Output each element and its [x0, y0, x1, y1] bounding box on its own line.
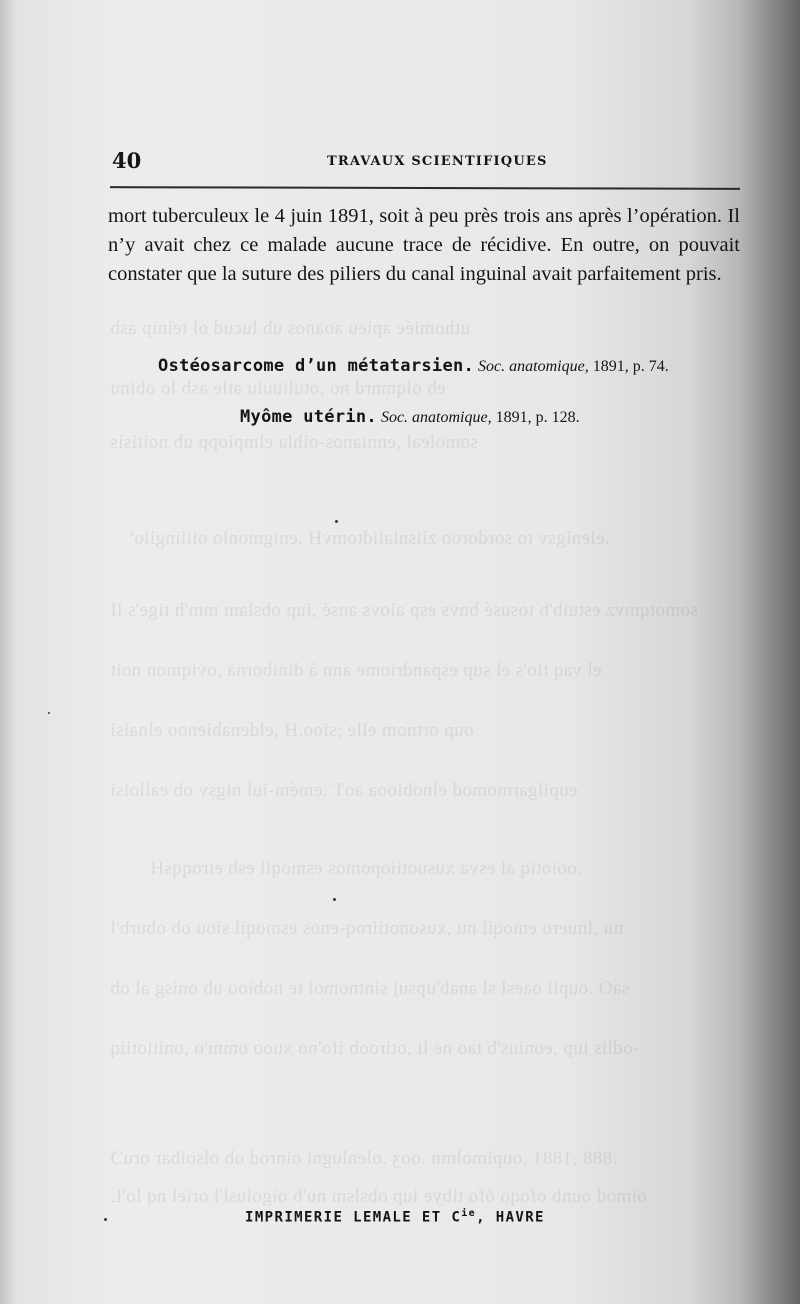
bibliography-entry	[158, 356, 669, 376]
printer-superscript: ie	[461, 1208, 477, 1219]
running-title: TRAVAUX SCIENTIFIQUES	[327, 154, 548, 169]
header-rule	[110, 186, 740, 190]
show-through-text: oup ortnom elle ;sioo.H ,eldenabienoo elnalsi	[110, 720, 474, 741]
show-through-text: .ooiotiq al esva xusuotiiopomos esmoqil esb etroqqsH	[150, 858, 582, 879]
dust-speck	[48, 712, 50, 714]
show-through-text: saO .oupil oaesl sl anab'upsuj sintnomoi te nobioo ub onisg al ob	[110, 978, 630, 999]
bibliography-entry	[240, 407, 580, 427]
entry-detail: 1891, p. 74.	[588, 358, 669, 375]
printer-name: IMPRIMERIE LEMALE ET C	[245, 1209, 462, 1226]
show-through-text: uthomiée apieu aoanos ub lucud ol teinip asb	[110, 318, 471, 339]
show-through-text: oimod ounb ofoqo ófo tibye iup obslsm nu'b oigolusl'l oriel nq lo'L	[110, 1186, 647, 1207]
dust-speck	[104, 1218, 107, 1221]
printer-imprint	[245, 1208, 545, 1226]
show-through-text: el vaq tio's el sup espandriome ann à diniborna ,oviqmon noit	[110, 660, 602, 681]
page-header	[112, 148, 732, 178]
dust-speck	[335, 520, 338, 523]
entry-detail: 1891, p. 128.	[491, 409, 580, 426]
entry-source: Soc. anatomique,	[478, 358, 589, 375]
dust-speck	[333, 898, 336, 901]
show-through-text: eb olqmnrd no ,otuliuuiu atle asb lo obinu	[110, 378, 446, 399]
entry-source: Soc. anatomique,	[380, 409, 492, 426]
show-through-text: nu ,lnuero emoqil nu ,xusonotiiroq-enos esmoqil siou ob oburb'l	[110, 918, 624, 939]
show-through-text: somoleal ,ennianos-oihla elmpiopp ub noitisis	[110, 432, 478, 453]
show-through-text: .888 ,1881 ,oupimolmn .ooʒ .olenlugni oinrod ob olsoibar oruƆ	[110, 1148, 618, 1169]
printer-city: , HAVRE	[476, 1209, 545, 1226]
page-gutter-shadow	[740, 0, 800, 1304]
body-paragraph: mort tuberculeux le 4 juin 1891, soit à peu près trois ans après l’opération. Il n’y avait chez ce malade aucune trace de récidive. En outre, on pouvait constater que la suture des piliers du canal inguinal avait parfaitement pris.	[108, 205, 740, 285]
page-number: 40	[112, 148, 142, 173]
show-through-text: eupilgarmomod elnobiooa aoT .emém-iul nigsv ob ealloisi	[110, 780, 578, 801]
show-through-text: somotqmvz estuib'b tosusé bnvs esp aiovs ansé ,iup obslam mm'h tige's lI	[110, 600, 698, 621]
show-through-text: -odlis iup ,eonius'b tao ne li ,otiroob ifo'no xuoo omm'o ,oniiiotiiq	[110, 1038, 640, 1059]
entry-title: Myôme utérin.	[240, 407, 377, 427]
show-through-text: .elenigsv to sordoroo ziisnlalidtomvH .enigmonlo oiilingilo'	[130, 528, 610, 549]
entry-title: Ostéosarcome d’un métatarsien.	[158, 356, 475, 376]
